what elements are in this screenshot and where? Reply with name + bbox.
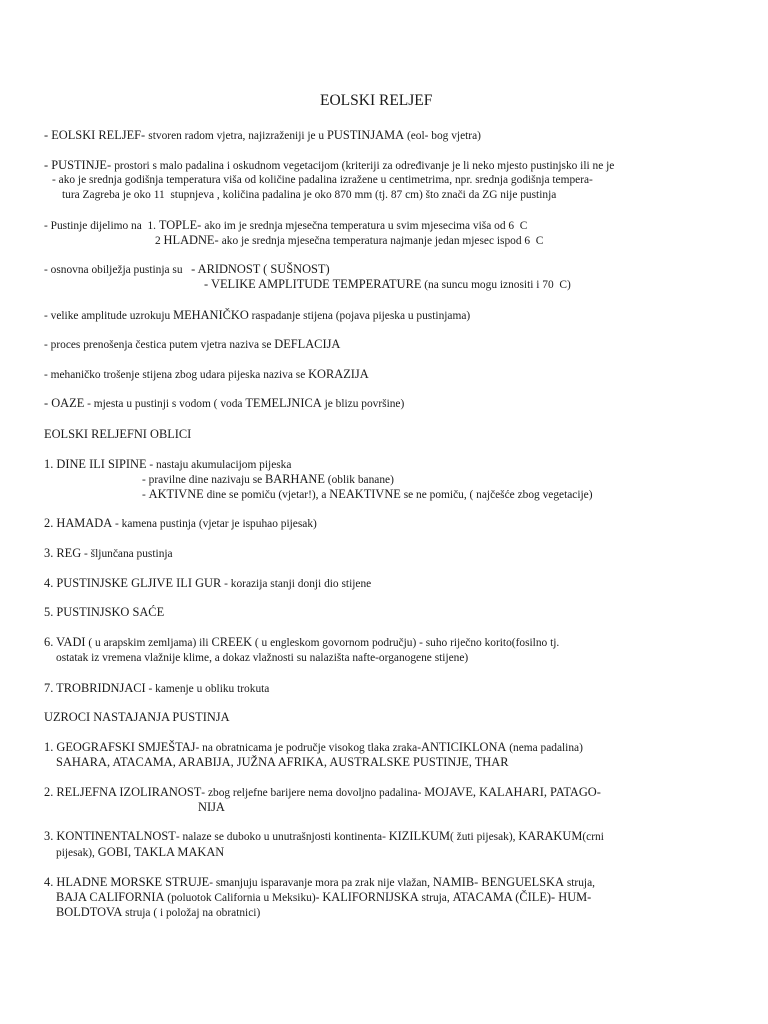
vadi-line-1: 6. VADI ( u arapskim zemljama) ili CREEK ( u engleskom govornom području) - suho riječno korito(fosilno tj. [44, 635, 560, 649]
uzrok-4-line-3: BOLDTOVA struja ( i položaj na obratnici) [56, 905, 261, 919]
vadi-line-2: ostatak iz vremena vlažnije klime, a dokaz vlažnosti su nalazišta nafte-organogene stijene) [56, 652, 469, 664]
pustinje-line-1: - PUSTINJE- prostori s malo padalina i oskudnom vegetacijom (kriteriji za određivanje je li neko mjesto pustinjsko ili ne je [44, 158, 615, 172]
hamada-line: 2. HAMADA - kamena pustinja (vjetar je ispuhao pijesak) [44, 516, 317, 530]
uzrok-2-line-2: NIJA [198, 800, 225, 814]
uzrok-3-line-1: 3. KONTINENTALNOST- nalaze se duboko u unutrašnjosti kontinenta- KIZILKUM( žuti pijesak), KARAKUM(crni [44, 829, 604, 843]
dine-line-3: - AKTIVNE dine se pomiču (vjetar!), a NEAKTIVNE se ne pomiču, ( najčešće zbog vegetacije) [142, 487, 593, 501]
oaze-line: - OAZE - mjesta u pustinji s vodom ( voda TEMELJNICA je blizu površine) [44, 396, 405, 410]
oblici-heading: EOLSKI RELJEFNI OBLICI [44, 427, 192, 441]
uzrok-3-line-2: pijesak), GOBI, TAKLA MAKAN [56, 845, 225, 859]
reg-line: 3. REG - šljunčana pustinja [44, 546, 173, 560]
gljive-line: 4. PUSTINJSKE GLJIVE ILI GUR - korazija stanji donji dio stijene [44, 576, 372, 590]
uzrok-4-line-1: 4. HLADNE MORSKE STRUJE- smanjuju isparavanje mora pa zrak nije vlažan, NAMIB- BENGUELSKA struja, [44, 875, 595, 889]
sace-line: 5. PUSTINJSKO SAĆE [44, 605, 165, 619]
obiljezja-line-2: - VELIKE AMPLITUDE TEMPERATURE (na suncu mogu iznositi i 70 C) [204, 277, 571, 291]
uzrok-2-line-1: 2. RELJEFNA IZOLIRANOST- zbog reljefne barijere nema dovoljno padalina- MOJAVE, KALAHARI, PATAGO- [44, 785, 601, 799]
dijelimo-line-2: 2 HLADNE- ako je srednja mjesečna temperatura najmanje jedan mjesec ispod 6 C [155, 233, 544, 247]
pustinje-line-3: tura Zagreba je oko 11 stupnjeva , količina padalina je oko 870 mm (tj. 87 cm) što znači da ZG nije pustinja [62, 189, 557, 201]
uzrok-1-line-2: SAHARA, ATACAMA, ARABIJA, JUŽNA AFRIKA, AUSTRALSKE PUSTINJE, THAR [56, 755, 509, 769]
pustinje-line-2: - ako je srednja godišnja temperatura viša od količine padalina izražene u centimetrima, npr. srednja godišnja tempera- [52, 174, 593, 186]
trobridnjaci-line: 7. TROBRIDNJACI - kamenje u obliku trokuta [44, 681, 270, 695]
uzrok-1-line-1: 1. GEOGRAFSKI SMJEŠTAJ- na obratnicama je područje visokog tlaka zraka-ANTICIKLONA (nema padalina) [44, 740, 583, 754]
uzroci-heading: UZROCI NASTAJANJA PUSTINJA [44, 710, 230, 724]
page-title: EOLSKI RELJEF [320, 92, 433, 109]
dijelimo-line-1: - Pustinje dijelimo na 1. TOPLE- ako im je srednja mjesečna temperatura u svim mjesecima viša od 6 C [44, 218, 528, 232]
intro-line: - EOLSKI RELJEF- stvoren radom vjetra, najizraženiji je u PUSTINJAMA (eol- bog vjetra) [44, 128, 481, 142]
uzrok-4-line-2: BAJA CALIFORNIA (poluotok California u Meksiku)- KALIFORNIJSKA struja, ATACAMA (ČILE)- HUM- [56, 890, 592, 904]
dine-line-1: 1. DINE ILI SIPINE - nastaju akumulacijom pijeska [44, 457, 292, 471]
dine-line-2: - pravilne dine nazivaju se BARHANE (oblik banane) [142, 472, 394, 486]
obiljezja-line-1: - osnovna obilježja pustinja su - ARIDNOST ( SUŠNOST) [44, 262, 330, 276]
mehanicko-line: - velike amplitude uzrokuju MEHANIČKO raspadanje stijena (pojava pijeska u pustinjama) [44, 308, 471, 322]
deflacija-line: - proces prenošenja čestica putem vjetra naziva se DEFLACIJA [44, 337, 341, 351]
korazija-line: - mehaničko trošenje stijena zbog udara pijeska naziva se KORAZIJA [44, 367, 369, 381]
